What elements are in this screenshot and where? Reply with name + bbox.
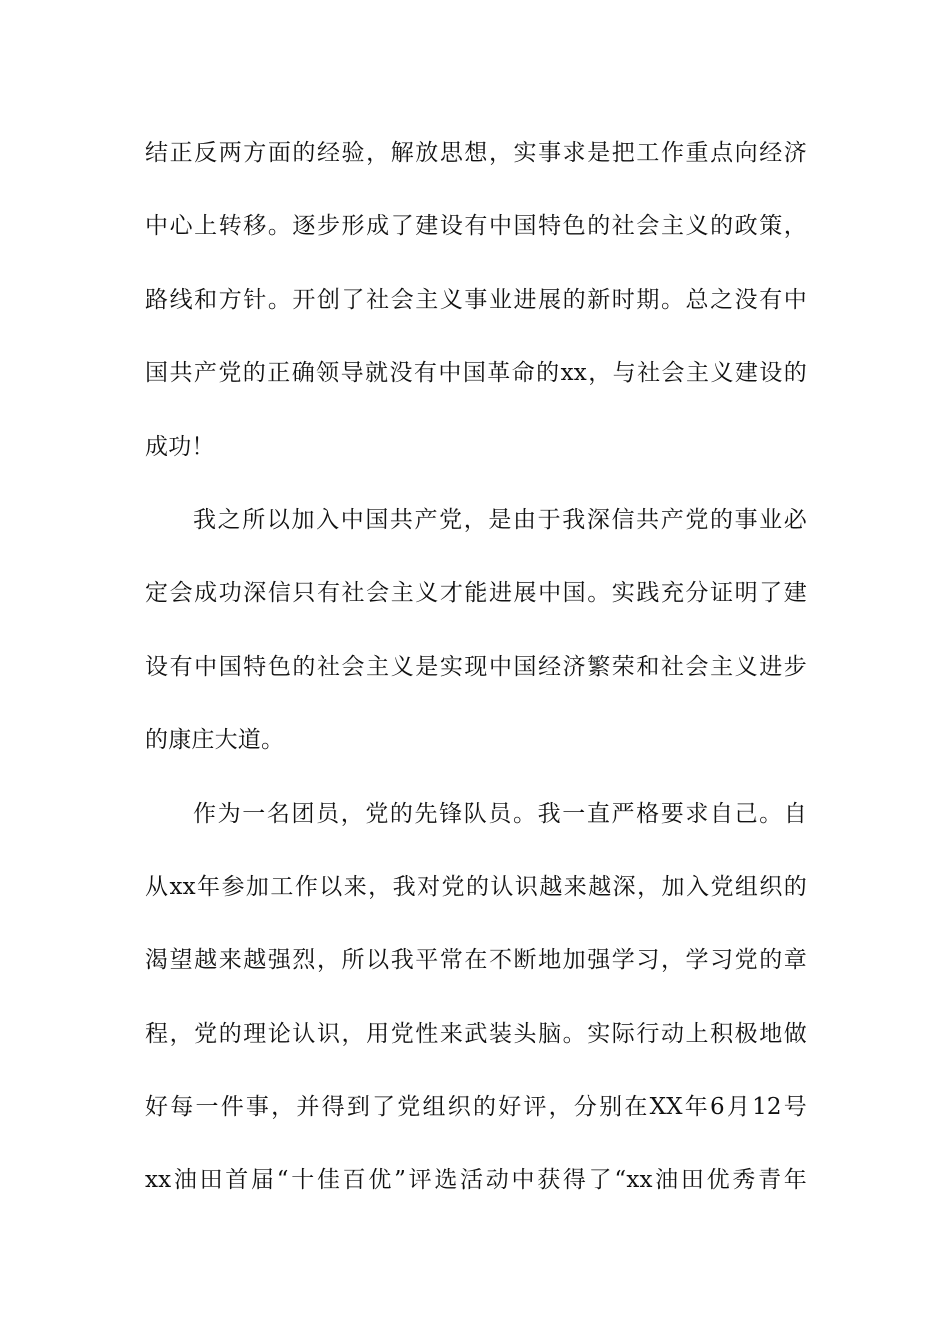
text-line: 结正反两方面的经验，解放思想，实事求是把工作重点向经济	[145, 140, 807, 166]
text-line: 路线和方针。开创了社会主义事业进展的新时期。总之没有中	[145, 286, 807, 313]
text-line: 的康庄大道。	[145, 727, 285, 754]
text-line: 程，党的理论认识，用党性来武装头脑。实际行动上积极地做	[145, 1020, 807, 1047]
text-line: 中心上转移。逐步形成了建设有中国特色的社会主义的政策，	[145, 213, 807, 240]
text-line: 渴望越来越强烈，所以我平常在不断地加强学习，学习党的章	[145, 947, 807, 974]
text-line: 设有中国特色的社会主义是实现中国经济繁荣和社会主义进步	[145, 653, 807, 680]
text-line: 作为一名团员，党的先锋队员。我一直严格要求自己。自	[193, 800, 807, 827]
document-body	[145, 130, 807, 1231]
text-line: 从xx年参加工作以来，我对党的认识越来越深，加入党组织的	[145, 873, 807, 900]
text-line: 好每一件事，并得到了党组织的好评，分别在XX年6月12号	[145, 1094, 807, 1121]
text-line: 定会成功深信只有社会主义才能进展中国。实践充分证明了建	[145, 580, 807, 607]
text-line: 国共产党的正确领导就没有中国革命的xx，与社会主义建设的	[145, 360, 807, 387]
text-line: 我之所以加入中国共产党，是由于我深信共产党的事业必	[193, 506, 807, 533]
text-line: 成功！	[145, 433, 215, 460]
text-line: xx油田首届“十佳百优”评选活动中获得了“xx油田优秀青年	[145, 1167, 807, 1194]
